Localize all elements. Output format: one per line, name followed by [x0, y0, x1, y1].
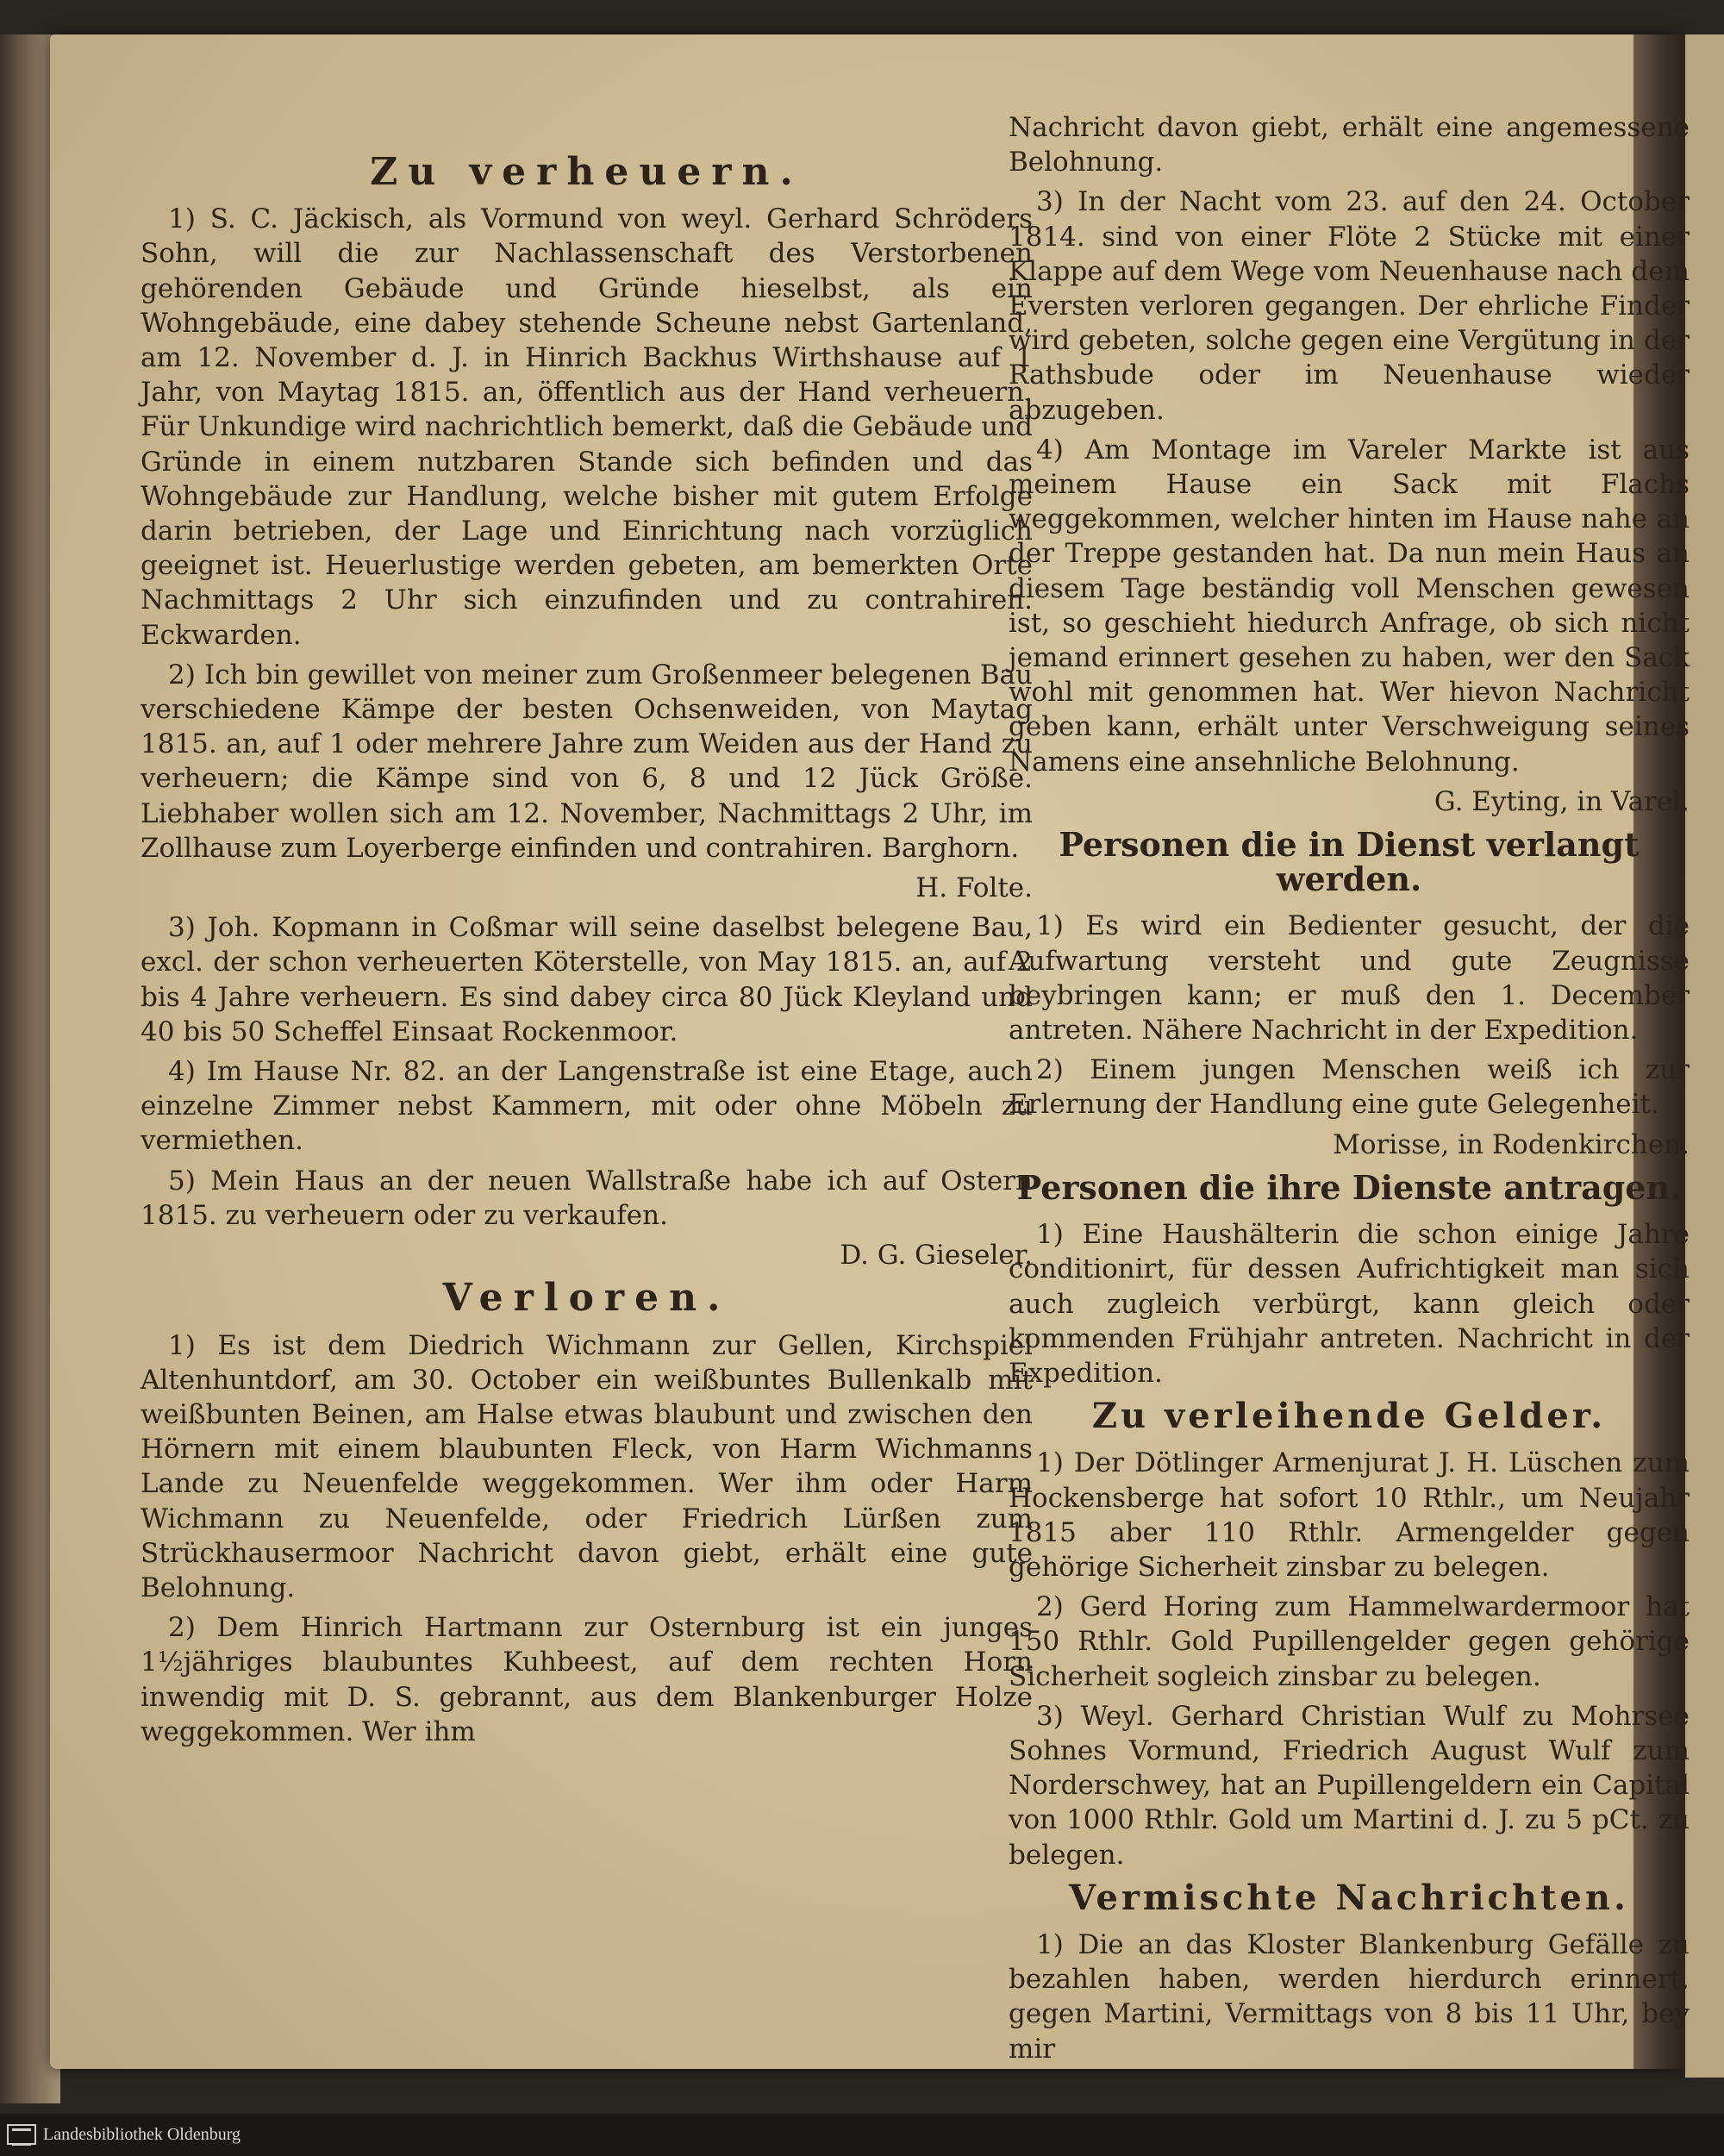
- left-column: [141, 147, 1033, 1754]
- library-name: Landesbibliothek Oldenburg: [43, 2125, 241, 2144]
- heading-vermischte-nachrichten: Vermischte Nachrichten.: [1069, 1877, 1629, 1918]
- lost-notice-4-signature: G. Eyting, in Varel.: [1434, 785, 1690, 817]
- rent-notice-2: 2) Ich bin gewillet von meiner zum Großenmeer belegenen Bau verschiedene Kämpe der besten Ochsenweiden, von Maytag 1815. an, auf 1 oder mehrere Jahre zum Weiden aus der Hand zu verheuern; die Kämpe sind von 6, 8 und 12 Jück Größe. Liebhaber wollen sich am 12. November, Nachmittags 2 Uhr, im Zollhause zum Loyerberge einfinden und contrahiren. Barghorn.: [141, 659, 1033, 864]
- lost-notice-3: 3) In der Nacht vom 23. auf den 24. October 1814. sind von einer Flöte 2 Stücke mit einer Klappe auf dem Wege vom Neuenhause nach dem Eversten verloren gegangen. Der ehrliche Finder wird gebeten, solche gegen eine Vergütung in der Rathsbude oder im Neuenhause wieder abzugeben.: [1009, 186, 1690, 426]
- wanted-notice-2-signature: Morisse, in Rodenkirchen.: [1333, 1128, 1690, 1160]
- lost-notice-1: 1) Es ist dem Diedrich Wichmann zur Gellen, Kirchspiel Altenhuntdorf, am 30. October ein weißbuntes Bullenkalb mit weißbunten Beinen, am Halse etwas blaubunt und zwischen den Hörnern mit einem blaubunten Fleck, von Harm Wichmanns Lande zu Neuenfelde weggekommen. Wer ihm oder Harm Wichmann zu Neuenfelde, oder Friedrich Lürßen zum Strückhausermoor Nachricht davon giebt, erhält eine gute Belohnung.: [141, 1329, 1033, 1603]
- lost-notice-2-continued: Nachricht davon giebt, erhält eine angemessene Belohnung.: [1009, 112, 1690, 178]
- wanted-notice-1: 1) Es wird ein Bedienter gesucht, der die Aufwartung versteht und gute Zeugnisse beybringen kann; er muß den 1. December antreten. Nähere Nachricht in der Expedition.: [1009, 910, 1690, 1047]
- loans-notice-2: 2) Gerd Horing zum Hammelwardermoor hat 150 Rthlr. Gold Pupillengelder gegen gehörige Sicherheit sogleich zinsbar zu belegen.: [1009, 1591, 1690, 1692]
- rent-notice-2-signature: H. Folte.: [915, 872, 1033, 904]
- lost-notice-2: 2) Dem Hinrich Hartmann zur Osternburg ist ein junges 1½jähriges blaubuntes Kuhbeest, auf dem rechten Horn inwendig mit D. S. gebrannt, aus dem Blankenburger Holze weggekommen. Wer ihm: [141, 1612, 1033, 1747]
- lost-notice-4: 4) Am Montage im Vareler Markte ist aus meinem Hause ein Sack mit Flachs weggekommen, welcher hinten im Hause nahe an der Treppe gestanden hat. Da nun mein Haus an diesem Tage beständig voll Menschen gewesen ist, so geschieht hiedurch Anfrage, ob sich nicht jemand erinnert gesehen zu haben, wer den Sack wohl mit genommen hat. Wer hievon Nachricht geben kann, erhält unter Verschweigung seines Namens eine ansehnliche Belohnung.: [1009, 434, 1690, 778]
- misc-notice-1: 1) Die an das Kloster Blankenburg Gefälle zu bezahlen haben, werden hierdurch erinnert, gegen Martini, Vermittags von 8 bis 11 Uhr, bey mir: [1009, 1928, 1690, 2065]
- wanted-notice-2: 2) Einem jungen Menschen weiß ich zur Erlernung der Handlung eine gute Gelegenheit.: [1009, 1054, 1690, 1121]
- heading-dienst-verlangt: Personen die in Dienst verlangt werden.: [1059, 825, 1640, 899]
- rent-notice-1: 1) S. C. Jäckisch, als Vormund von weyl. Gerhard Schröders Sohn, will die zur Nachlassenschaft des Verstorbenen gehörenden Gebäude und Gründe hieselbst, als ein Wohngebäude, eine dabey stehende Scheune nebst Gartenland, am 12. November d. J. in Hinrich Backhus Wirthshause auf 1 Jahr, von Maytag 1815. an, öffentlich aus der Hand verheuern. Für Unkundige wird nachrichtlich bemerkt, daß die Gebäude und Gründe in einem nutzbaren Stande sich befinden und das Wohngebäude zur Handlung, welche bisher mit gutem Erfolge darin betrieben, der Lage und Einrichtung nach vorzüglich geeignet ist. Heuerlustige werden gebeten, am bemerkten Orte Nachmittags 2 Uhr sich einzufinden und zu contrahiren. Eckwarden.: [141, 203, 1033, 651]
- offering-notice-1: 1) Eine Haushälterin die schon einige Jahre conditionirt, für dessen Aufrichtigkeit man sich auch zugleich verbürgt, kann gleich oder kommenden Frühjahr antreten. Nachricht in der Expedition.: [1009, 1219, 1690, 1389]
- right-column: [1009, 110, 1690, 2072]
- rent-notice-3: 3) Joh. Kopmann in Coßmar will seine daselbst belegene Bau, excl. der schon verheuerten Köterstelle, von May 1815. an, auf 2 bis 4 Jahre verheuern. Es sind dabey circa 80 Jück Kleyland und 40 bis 50 Scheffel Einsaat Rockenmoor.: [141, 912, 1033, 1047]
- rent-notice-4: 4) Im Hause Nr. 82. an der Langenstraße ist eine Etage, auch einzelne Zimmer nebst Kammern, mit oder ohne Möbeln zu vermiethen.: [141, 1056, 1033, 1157]
- heading-dienste-antragen: Personen die ihre Dienste antragen.: [1016, 1167, 1682, 1207]
- library-building-icon: [7, 2124, 36, 2145]
- loans-notice-3: 3) Weyl. Gerhard Christian Wulf zu Mohrsee Sohnes Vormund, Friedrich August Wulf zum Norderschwey, hat an Pupillengeldern ein Capital von 1000 Rthlr. Gold um Martini d. J. zu 5 pCt. zu belegen.: [1009, 1700, 1690, 1871]
- heading-verloren: Verloren.: [442, 1276, 731, 1321]
- footer-bar: [0, 2114, 1724, 2156]
- next-page-edge: [1685, 34, 1724, 2078]
- loans-notice-1: 1) Der Dötlinger Armenjurat J. H. Lüschen zum Hockensberge hat sofort 10 Rthlr., um Neujahr 1815 aber 110 Rthlr. Armengelder gegen gehörige Sicherheit zinsbar zu belegen.: [1009, 1447, 1690, 1583]
- rent-notice-5: 5) Mein Haus an der neuen Wallstraße habe ich auf Ostern 1815. zu verheuern oder zu verkaufen.: [141, 1165, 1033, 1231]
- heading-gelder: Zu verleihende Gelder.: [1091, 1396, 1607, 1437]
- rent-notice-5-signature: D. G. Gieseler.: [840, 1240, 1033, 1272]
- heading-zu-verheuern: Zu verheuern.: [370, 150, 803, 194]
